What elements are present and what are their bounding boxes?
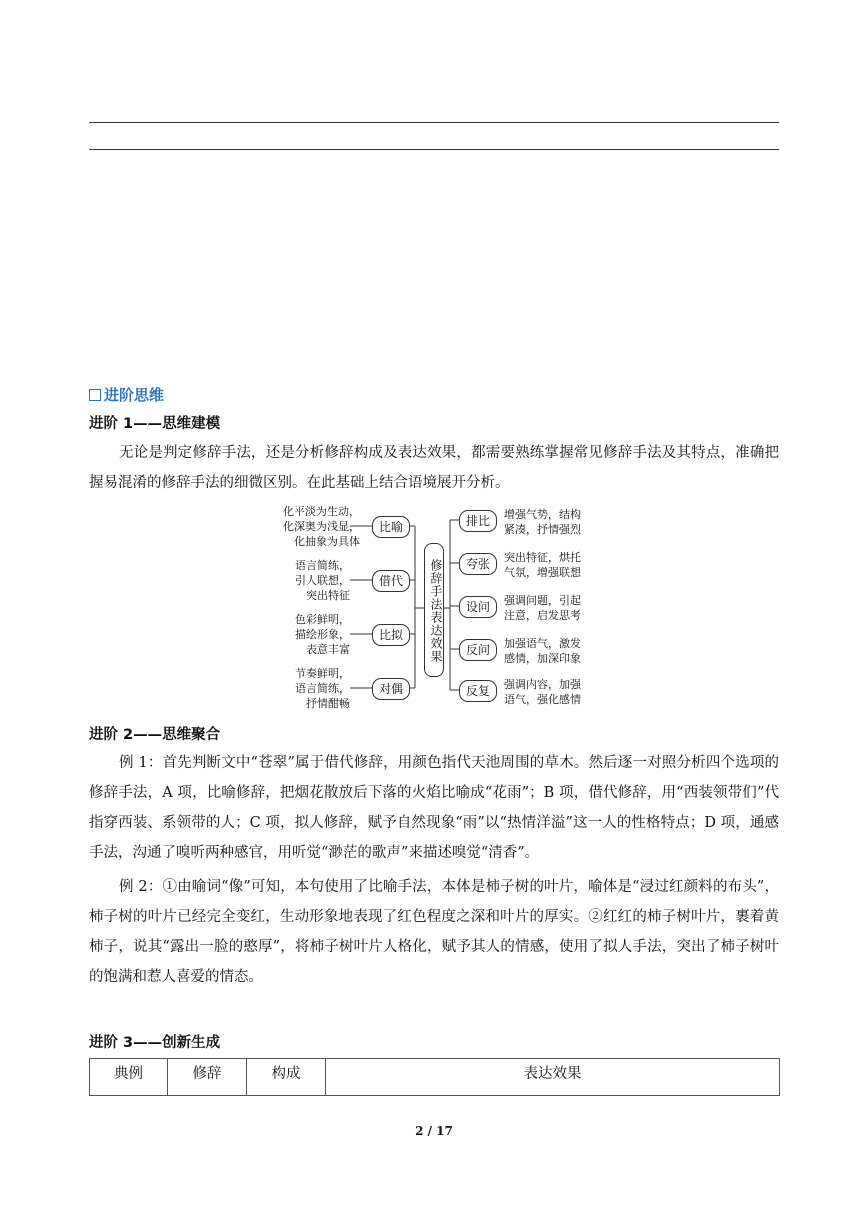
node-shewen: 设问	[459, 596, 497, 618]
stage2-title: 进阶 2——思维聚合	[89, 727, 221, 743]
page-number: 2 / 17	[415, 1124, 453, 1138]
node-biyu: 比喻	[372, 516, 410, 538]
center-node: 修辞手法表达效果	[424, 543, 444, 677]
node-jiedai: 借代	[372, 570, 410, 592]
node-kuazhang: 夸张	[459, 553, 497, 575]
node-paibi: 排比	[459, 510, 497, 532]
effect-fanwen: 加强语气，激发 感情，加深印象	[504, 637, 581, 665]
creation-table	[89, 1058, 780, 1096]
effect-shewen: 强调问题，引起 注意，启发思考	[504, 594, 581, 622]
col-header-effect: 表达效果	[326, 1059, 780, 1096]
stage3-title: 进阶 3——创新生成	[89, 1035, 221, 1051]
col-header-example: 典例	[90, 1059, 168, 1096]
effect-paibi: 增强气势，结构 紧凑，抒情强烈	[504, 508, 581, 536]
node-fanfu: 反复	[459, 680, 497, 702]
effect-duiou: 节奏鲜明， 语言简练， 抒情酣畅	[295, 667, 350, 710]
example1-paragraph: 例 1：首先判断文中“苍翠”属于借代修辞，用颜色指代天池周围的草木。然后逐一对照分析四个选项的修辞手法，A 项，比喻修辞，把烟花散放后下落的火焰比喻成“花雨”；B 项，借代修辞，用“西装领带们”代指穿西装、系领带的人；C 项，拟人修辞，赋予自然现象“雨”以“热情洋溢”这一人的性格特点；D 项，通感手法，沟通了嗅听两种感官，用听觉“渺茫的歌声”来描述嗅觉“清香”。	[89, 755, 779, 861]
node-bini: 比拟	[372, 624, 410, 646]
col-header-composition: 构成	[247, 1059, 326, 1096]
node-duiou: 对偶	[372, 678, 410, 700]
effect-biyu: 化平淡为生动， 化深奥为浅显， 化抽象为具体	[283, 505, 360, 548]
table-header-row	[90, 1059, 780, 1096]
example2-paragraph: 例 2：①由喻词“像”可知，本句使用了比喻手法，本体是柿子树的叶片，喻体是“浸过红颜料的布头”，柿子树的叶片已经完全变红，生动形象地表现了红色程度之深和叶片的厚实。②红红的柿子树叶片，裹着黄柿子，说其“露出一脸的憨厚”，将柿子树叶片人格化，赋予其人的情感，使用了拟人手法，突出了柿子树叶的饱满和惹人喜爱的情态。	[89, 879, 779, 985]
stage1-paragraph: 无论是判定修辞手法，还是分析修辞构成及表达效果，都需要熟练掌握常见修辞手法及其特点，准确把握易混淆的修辞手法的细微区别。在此基础上结合语境展开分析。	[89, 445, 779, 491]
effect-fanfu: 强调内容，加强 语气，强化感情	[504, 678, 581, 706]
effect-bini: 色彩鲜明， 描绘形象， 表意丰富	[295, 613, 350, 656]
section-title: 进阶思维	[104, 386, 165, 404]
effect-kuazhang: 突出特征，烘托 气氛，增强联想	[504, 551, 581, 579]
stage1-title: 进阶 1——思维建模	[89, 416, 221, 432]
col-header-rhetoric: 修辞	[168, 1059, 247, 1096]
node-fanwen: 反问	[459, 639, 497, 661]
effect-jiedai: 语言简练， 引人联想， 突出特征	[295, 559, 350, 602]
